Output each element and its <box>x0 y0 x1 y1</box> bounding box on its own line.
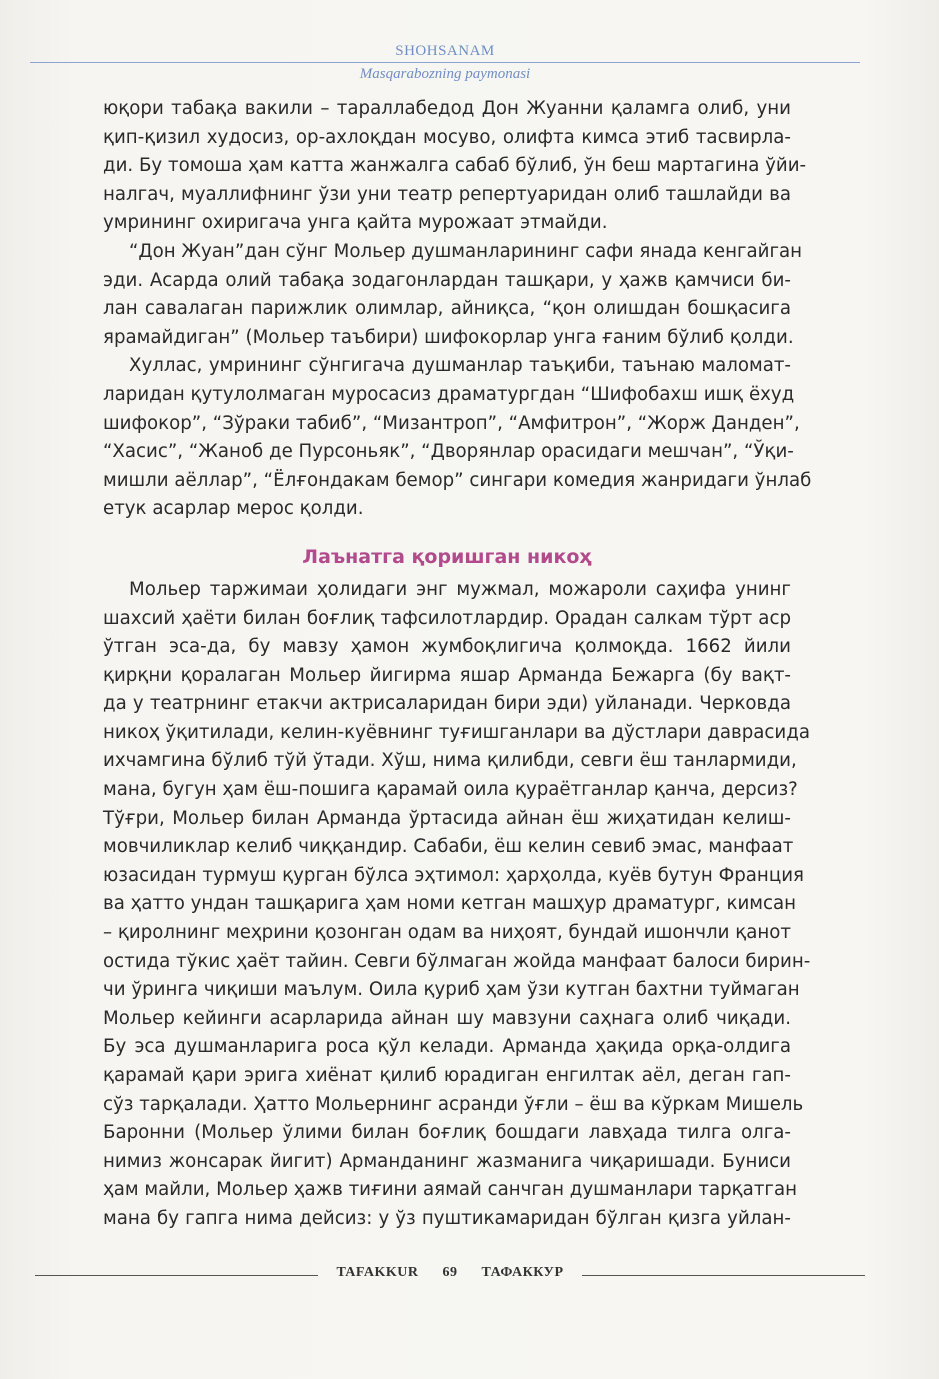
text-line: ўтган эса-да, бу мавзу ҳамон жумбоқлигича қолмоқда. 1662 йили <box>103 636 791 658</box>
footer-rule-right <box>582 1275 865 1276</box>
header-subtitle: Masqarabozning paymonasi <box>359 66 531 82</box>
footer-center <box>325 1262 575 1284</box>
article-body <box>103 95 812 1234</box>
text-line: мишли аёллар”, “Ёлғондакам бемор” сингари комедия жанридаги ўнлаб <box>103 469 812 491</box>
text-line: лан савалаган парижлик олимлар, айниқса, “қон олишдан бошқасига <box>103 298 791 320</box>
text-line: Мольер таржимаи ҳолидаги энг мужмал, можароли саҳифа унинг <box>129 578 791 600</box>
text-line: Баронни (Мольер ўлими билан боғлиқ бошдаги лавҳада тилга олга- <box>103 1122 791 1144</box>
header-title: SHOHSANAM <box>395 43 495 59</box>
text-line: нимиз жонсарак йигит) Арманданинг жазманига чиқаришади. Буниси <box>103 1150 791 1172</box>
running-footer <box>35 1262 865 1284</box>
text-line: остида тўкис ҳаёт тайин. Севги бўлмаган жойда манфаат балоси бирин- <box>103 950 811 972</box>
text-line: қип-қизил худосиз, ор-ахлоқдан мосуво, олифта кимса этиб тасвирла- <box>103 126 791 148</box>
text-line: юзасидан турмуш қурган бўлса эҳтимол: ҳарҳолда, куёв бутун Франция <box>103 864 804 886</box>
text-line: Хуллас, умрининг сўнгигача душманлар таъқиби, таънаю маломат- <box>129 355 791 377</box>
paragraph-4 <box>103 576 811 1234</box>
text-line: қарамай қари эрига хиёнат қилиб юрадиган енгилтак аёл, деган гап- <box>103 1065 791 1086</box>
text-line: ди. Бу томоша ҳам катта жанжалга сабаб бўлиб, ўн беш мартагина ўйи- <box>103 155 807 177</box>
text-line: етук асарлар мерос қолди. <box>103 498 364 520</box>
text-line: сўз тарқалади. Ҳатто Мольернинг асранди ўғли – ёш ва кўркам Мишель <box>103 1093 804 1115</box>
page-number: 69 <box>442 1265 458 1280</box>
text-line: ва ҳатто ундан ташқарига ҳам номи кетган машҳур драматург, кимсан <box>103 893 797 915</box>
text-line: умрининг охиригача унга қайта мурожаат этмайди. <box>103 212 608 234</box>
footer-journal-latin: TAFAKKUR <box>336 1265 419 1280</box>
text-line: – қиролнинг меҳрини қозонган одам ва ниҳоят, бундай ишончли қанот <box>103 922 791 944</box>
paragraph-1 <box>103 95 807 238</box>
text-line: шифокор”, “Зўраки табиб”, “Мизантроп”, “Амфитрон”, “Жорж Данден”, <box>103 412 800 434</box>
text-line: Бу эса душманларига роса қўл келади. Арманда ҳақида орқа-олдига <box>103 1036 791 1058</box>
text-line: чи ўринга чиқиши маълум. Оила қуриб ҳам ўзи кутган бахтни туймаган <box>103 979 800 1001</box>
text-line: Мольер кейинги асарларида айнан шу мавзуни саҳнага олиб чиқади. <box>103 1007 791 1029</box>
text-line: қирқни қоралаган Мольер йигирма яшар Арманда Бежарга (бу вақт- <box>103 664 791 686</box>
text-line: ярамайдиган” (Мольер таъбири) шифокорлар унга ғаним бўлиб қолди. <box>103 326 794 348</box>
text-line: ҳам майли, Мольер ҳажв тиғини аямай санчган душманлари тарқатган <box>103 1179 798 1201</box>
text-line: никоҳ ўқитилади, келин-куёвнинг туғишганлари ва дўстлари даврасида <box>103 721 810 743</box>
text-line: Тўғри, Мольер билан Арманда ўртасида айнан ёш жиҳатидан келиш- <box>103 807 791 829</box>
text-line: налгач, муаллифнинг ўзи уни театр репертуаридан олиб ташлайди ва <box>103 183 791 205</box>
text-line: шахсий ҳаёти билан боғлиқ тафсилотлардир. Орадан салкам тўрт аср <box>103 607 791 629</box>
text-line: да у театрнинг етакчи актрисаларидан бири эди) уйланади. Черковда <box>103 693 791 715</box>
paragraph-2 <box>103 238 803 352</box>
text-line: “Хасис”, “Жаноб де Пурсоньяк”, “Дворянлар орасидаги мешчан”, “Ўқи- <box>103 441 794 463</box>
text-line: ихчамгина бўлиб тўй ўтади. Хўш, нима қилибди, севги ёш танлармиди, <box>103 750 797 772</box>
text-line: ларидан қутулолмаган муросасиз драматургдан “Шифобахш ишқ ёхуд <box>103 383 795 405</box>
paragraph-3 <box>103 352 812 524</box>
section-heading: Лаънатга қоришган никоҳ <box>302 545 592 568</box>
footer-rule-left <box>35 1275 318 1276</box>
text-line: эди. Асарда олий табақа зодагонлардан ташқари, у ҳажв қамчиси би- <box>103 269 791 291</box>
text-line: юқори табақа вакили – тараллабедод Дон Жуанни қаламга олиб, уни <box>103 98 791 119</box>
running-header <box>30 40 860 85</box>
footer-journal-cyrillic: ТАФАККУР <box>481 1265 564 1280</box>
text-line: мана, бугун ҳам ёш-пошига қарамай оила қураётганлар қанча, дерсиз? <box>103 779 798 801</box>
text-line: “Дон Жуан”дан сўнг Мольер душманларининг сафи янада кенгайган <box>129 240 803 262</box>
text-line: мана бу гапга нима дейсиз: у ўз пуштикамаридан бўлган қизга уйлан- <box>103 1207 791 1229</box>
text-line: мовчиликлар келиб чиққандир. Сабаби, ёш келин севиб эмас, манфаат <box>103 836 794 858</box>
